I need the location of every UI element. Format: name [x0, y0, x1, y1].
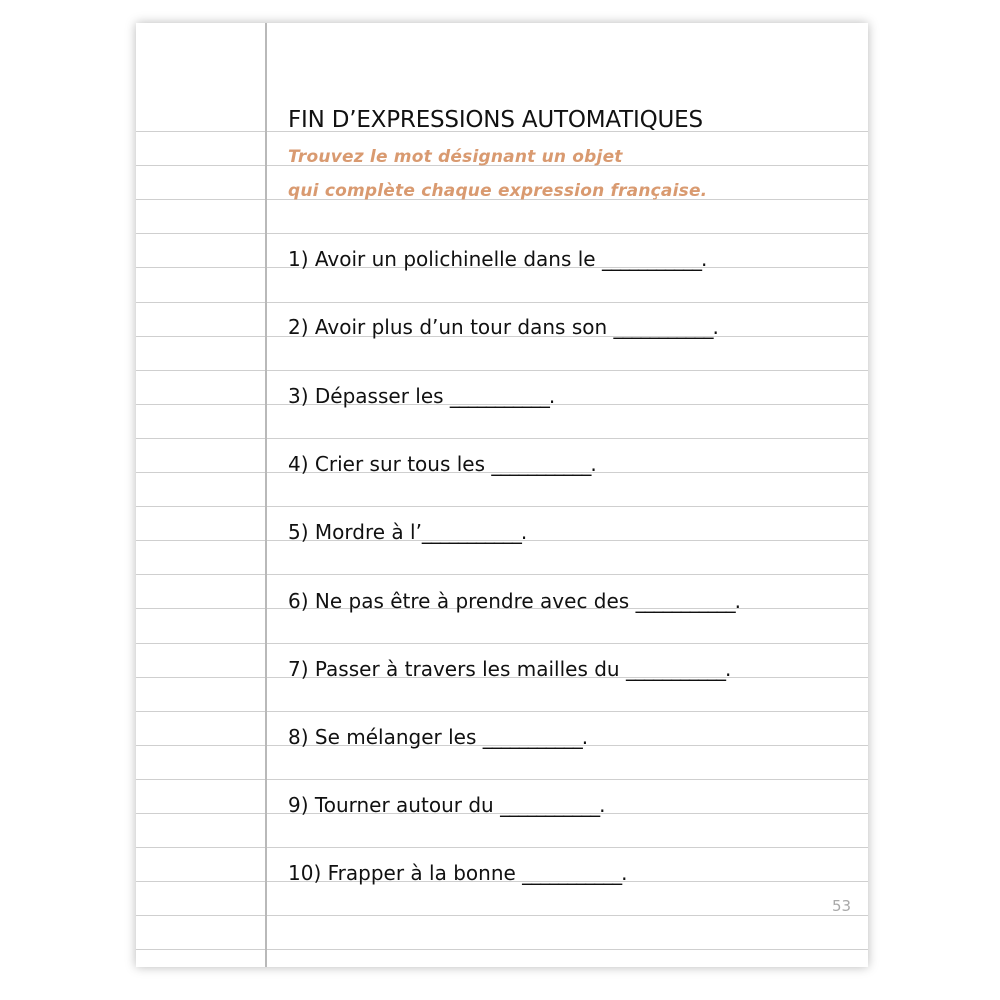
- ruled-line: [136, 779, 868, 780]
- question-item: [288, 247, 707, 271]
- question-number: 10): [288, 861, 322, 885]
- answer-blank: ___________: [500, 793, 600, 817]
- question-text: Mordre à l’: [314, 520, 422, 544]
- question-item: [288, 589, 741, 613]
- question-text: Avoir plus d’un tour dans son: [314, 315, 608, 339]
- ruled-line: [136, 915, 868, 916]
- question-end: .: [700, 247, 708, 271]
- margin-line: [265, 23, 267, 967]
- answer-blank: ___________: [449, 384, 549, 408]
- ruled-line: [136, 302, 868, 303]
- question-end: .: [520, 520, 528, 544]
- question-number: 5): [288, 520, 309, 544]
- question-item: [288, 315, 719, 339]
- instruction-line-2: qui complète chaque expression française.: [288, 181, 708, 201]
- question-end: .: [548, 384, 556, 408]
- answer-blank: ___________: [635, 589, 735, 613]
- ruled-line: [136, 574, 868, 575]
- answer-blank: ___________: [482, 725, 582, 749]
- question-number: 9): [288, 793, 309, 817]
- answer-blank: ___________: [625, 657, 725, 681]
- ruled-line: [136, 370, 868, 371]
- ruled-line: [136, 233, 868, 234]
- question-number: 3): [288, 384, 309, 408]
- question-end: .: [581, 725, 589, 749]
- question-number: 2): [288, 315, 309, 339]
- question-text: Se mélanger les: [314, 725, 477, 749]
- ruled-line: [136, 506, 868, 507]
- question-end: .: [621, 861, 628, 885]
- answer-blank: ___________: [421, 520, 521, 544]
- question-text: Avoir un polichinelle dans le: [314, 247, 596, 271]
- ruled-line: [136, 643, 868, 644]
- ruled-line: [136, 711, 868, 712]
- page-number: 53: [832, 897, 852, 915]
- question-number: 4): [288, 452, 309, 476]
- question-number: 1): [288, 247, 309, 271]
- question-number: 8): [288, 725, 309, 749]
- page-title: FIN D’EXPRESSIONS AUTOMATIQUES: [288, 107, 703, 133]
- question-end: .: [590, 452, 597, 476]
- answer-blank: ___________: [522, 861, 622, 885]
- answer-blank: ___________: [613, 315, 713, 339]
- question-number: 6): [288, 589, 309, 613]
- question-item: [288, 861, 628, 885]
- question-item: [288, 657, 731, 681]
- question-end: .: [599, 793, 606, 817]
- question-text: Frapper à la bonne: [327, 861, 516, 885]
- question-end: .: [734, 589, 741, 613]
- instruction-line-1: Trouvez le mot désignant un objet: [288, 147, 623, 167]
- ruled-line: [136, 847, 868, 848]
- question-text: Passer à travers les mailles du: [314, 657, 620, 681]
- question-number: 7): [288, 657, 309, 681]
- question-text: Ne pas être à prendre avec des: [314, 589, 630, 613]
- question-item: [288, 725, 588, 749]
- question-item: [288, 793, 605, 817]
- ruled-line: [136, 438, 868, 439]
- question-item: [288, 452, 597, 476]
- question-end: .: [712, 315, 719, 339]
- question-text: Dépasser les: [314, 384, 444, 408]
- notebook-page: [136, 23, 868, 967]
- question-item: [288, 384, 555, 408]
- question-text: Tourner autour du: [314, 793, 494, 817]
- question-text: Crier sur tous les: [314, 452, 486, 476]
- question-end: .: [724, 657, 732, 681]
- answer-blank: ___________: [491, 452, 591, 476]
- answer-blank: ___________: [601, 247, 701, 271]
- ruled-line: [136, 949, 868, 950]
- question-item: [288, 520, 527, 544]
